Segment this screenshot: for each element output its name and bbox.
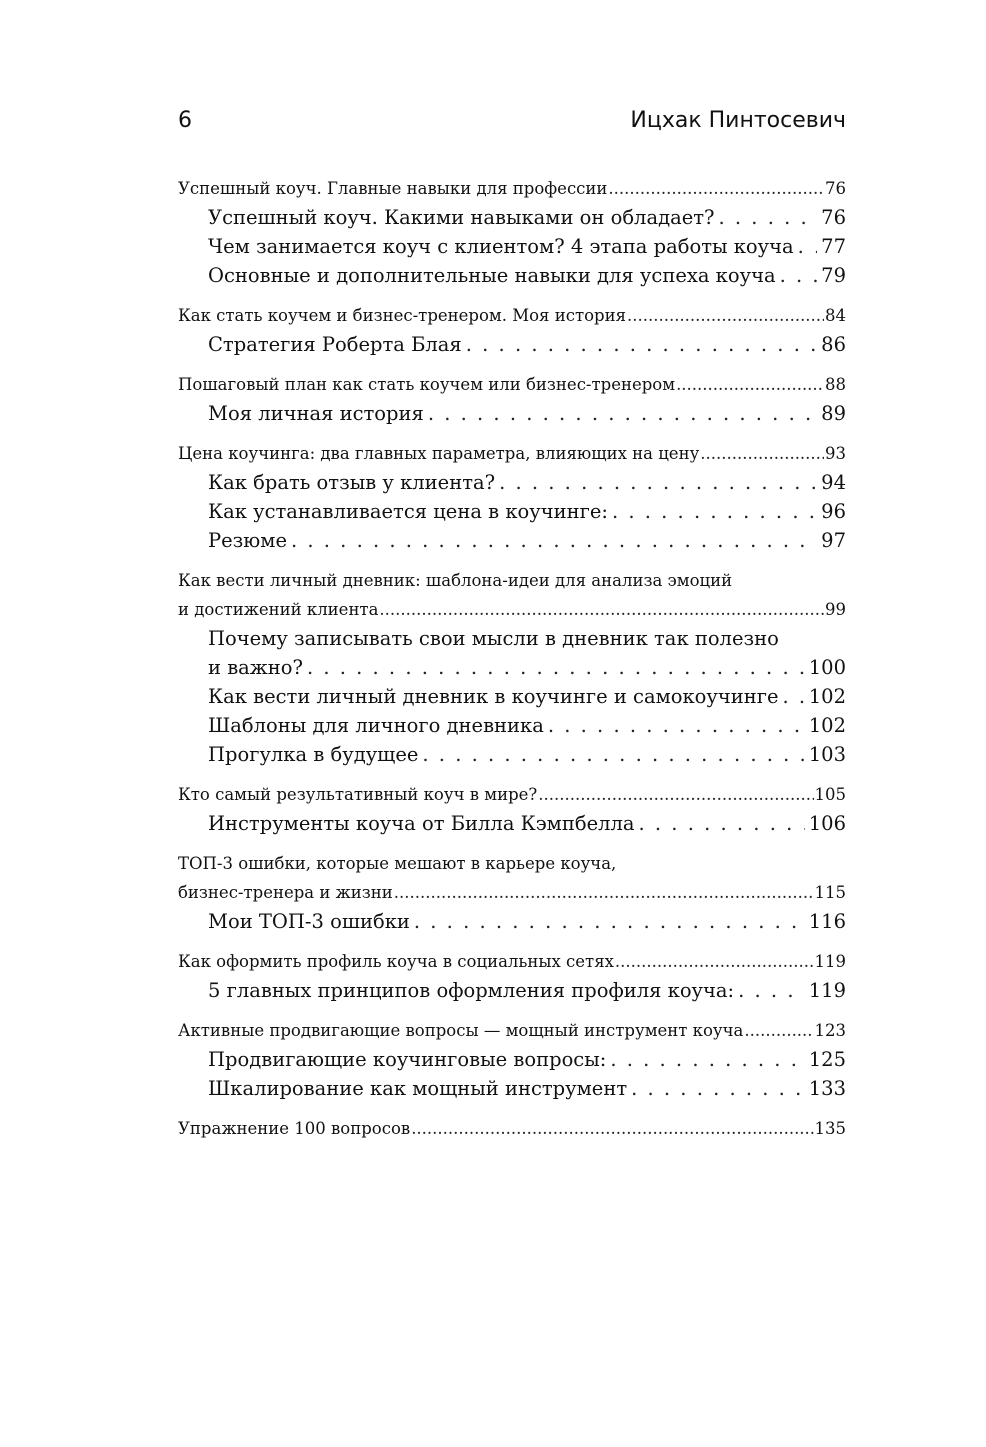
entry-page-number: 77 — [821, 235, 846, 258]
dot-leader — [466, 330, 817, 359]
entry-page-number: 79 — [821, 264, 846, 287]
toc-section — [178, 566, 846, 769]
dot-leader — [414, 907, 805, 936]
entry-page-number: 119 — [814, 952, 846, 971]
dot-leader — [700, 439, 824, 468]
entry-title: и важно? — [208, 656, 303, 679]
entry-page-number: 116 — [808, 910, 846, 933]
toc-chapter-entry — [178, 780, 846, 809]
toc-subsection-entry — [178, 232, 846, 261]
toc-subsection-entry — [178, 711, 846, 740]
dot-leader — [610, 1045, 804, 1074]
entry-title: Стратегия Роберта Блая — [208, 333, 462, 356]
toc-chapter-entry — [178, 1114, 846, 1143]
entry-title: Успешный коуч. Какими навыками он обладает? — [208, 206, 715, 229]
entry-page-number: 100 — [808, 656, 846, 679]
toc-subsection-entry — [178, 1045, 846, 1074]
toc-chapter-entry — [178, 301, 846, 330]
entry-title: Как стать коучем и бизнес-тренером. Моя история — [178, 306, 626, 325]
dot-leader — [411, 1114, 813, 1143]
dot-leader — [780, 261, 818, 290]
entry-page-number: 115 — [814, 883, 846, 902]
dot-leader — [719, 203, 818, 232]
dot-leader — [798, 232, 818, 261]
toc-subsection-entry — [178, 526, 846, 555]
toc-chapter-entry — [178, 878, 846, 907]
toc-subsection-entry — [178, 203, 846, 232]
entry-title: Упражнение 100 вопросов — [178, 1119, 411, 1138]
entry-title: Продвигающие коучинговые вопросы: — [208, 1048, 607, 1071]
entry-title: Как брать отзыв у клиента? — [208, 471, 496, 494]
toc-section — [178, 1114, 846, 1143]
toc-subsection-entry — [178, 740, 846, 769]
dot-leader — [379, 595, 824, 624]
entry-title: ТОП-3 ошибки, которые мешают в карьере коуча, — [178, 854, 617, 873]
toc-chapter-entry — [178, 174, 846, 203]
toc-subsection-entry — [178, 682, 846, 711]
dot-leader — [422, 740, 804, 769]
entry-title: Почему записывать свои мысли в дневник так полезно — [208, 627, 779, 650]
toc-subsection-entry — [178, 497, 846, 526]
toc-subsection-entry — [178, 261, 846, 290]
toc-chapter-entry — [178, 439, 846, 468]
toc-subsection-entry — [178, 907, 846, 936]
toc-section — [178, 439, 846, 555]
entry-title: Резюме — [208, 529, 287, 552]
entry-page-number: 106 — [808, 812, 846, 835]
dot-leader — [499, 468, 817, 497]
entry-title: Как устанавливается цена в коучинге: — [208, 500, 608, 523]
entry-title: Моя личная история — [208, 402, 424, 425]
toc-section — [178, 174, 846, 290]
entry-page-number: 125 — [808, 1048, 846, 1071]
toc-chapter-entry — [178, 595, 846, 624]
toc-section — [178, 370, 846, 428]
toc-subsection-entry — [178, 809, 846, 838]
entry-title: Успешный коуч. Главные навыки для профессии — [178, 179, 608, 198]
dot-leader — [783, 682, 805, 711]
dot-leader — [639, 809, 805, 838]
entry-page-number: 135 — [814, 1119, 846, 1138]
entry-title: и достижений клиента — [178, 600, 379, 619]
entry-title: Пошаговый план как стать коучем или бизнес-тренером — [178, 375, 676, 394]
entry-page-number: 94 — [821, 471, 846, 494]
dot-leader — [291, 526, 817, 555]
entry-title: Чем занимается коуч с клиентом? 4 этапа работы коуча — [208, 235, 794, 258]
toc-section — [178, 1016, 846, 1103]
running-head-author: Ицхак Пинтосевич — [630, 108, 846, 133]
entry-title: Как оформить профиль коуча в социальных сетях — [178, 952, 614, 971]
toc-subsection-entry — [178, 653, 846, 682]
entry-title: Активные продвигающие вопросы — мощный инструмент коуча — [178, 1021, 744, 1040]
dot-leader — [428, 399, 817, 428]
entry-title: 5 главных принципов оформления профиля коуча: — [208, 979, 735, 1002]
toc-subsection-entry-line — [178, 624, 846, 653]
toc-section — [178, 780, 846, 838]
entry-page-number: 88 — [825, 375, 846, 394]
toc-section — [178, 947, 846, 1005]
entry-page-number: 93 — [825, 444, 846, 463]
toc-subsection-entry — [178, 468, 846, 497]
toc-subsection-entry — [178, 330, 846, 359]
entry-page-number: 105 — [814, 785, 846, 804]
toc-subsection-entry — [178, 399, 846, 428]
entry-title: Прогулка в будущее — [208, 743, 419, 766]
entry-page-number: 76 — [821, 206, 846, 229]
entry-page-number: 86 — [821, 333, 846, 356]
dot-leader — [307, 653, 805, 682]
dot-leader — [608, 174, 824, 203]
entry-title: Инструменты коуча от Билла Кэмпбелла — [208, 812, 635, 835]
entry-title: Как вести личный дневник: шаблона-идеи для анализа эмоций — [178, 571, 733, 590]
entry-page-number: 76 — [825, 179, 846, 198]
entry-page-number: 103 — [808, 743, 846, 766]
toc-section — [178, 301, 846, 359]
entry-page-number: 96 — [821, 500, 846, 523]
entry-title: Шкалирование как мощный инструмент — [208, 1077, 628, 1100]
entry-title: Кто самый результативный коуч в мире? — [178, 785, 538, 804]
dot-leader — [612, 497, 817, 526]
entry-page-number: 123 — [814, 1021, 846, 1040]
toc-section — [178, 849, 846, 936]
entry-page-number: 97 — [821, 529, 846, 552]
table-of-contents — [178, 174, 846, 1154]
entry-page-number: 102 — [808, 714, 846, 737]
dot-leader — [615, 947, 814, 976]
dot-leader — [538, 780, 813, 809]
entry-title: Цена коучинга: два главных параметра, влияющих на цену — [178, 444, 700, 463]
entry-page-number: 89 — [821, 402, 846, 425]
toc-chapter-entry-line — [178, 849, 846, 878]
dot-leader — [631, 1074, 805, 1103]
page-number: 6 — [178, 108, 192, 133]
entry-page-number: 99 — [825, 600, 846, 619]
toc-chapter-entry-line — [178, 566, 846, 595]
dot-leader — [394, 878, 814, 907]
toc-chapter-entry — [178, 947, 846, 976]
toc-subsection-entry — [178, 976, 846, 1005]
dot-leader — [627, 301, 824, 330]
toc-subsection-entry — [178, 1074, 846, 1103]
entry-title: Шаблоны для личного дневника — [208, 714, 544, 737]
dot-leader — [676, 370, 824, 399]
entry-page-number: 84 — [825, 306, 846, 325]
dot-leader — [744, 1016, 813, 1045]
toc-chapter-entry — [178, 370, 846, 399]
page-header — [178, 108, 846, 142]
entry-title: Как вести личный дневник в коучинге и самокоучинге — [208, 685, 779, 708]
dot-leader — [548, 711, 805, 740]
entry-page-number: 133 — [808, 1077, 846, 1100]
toc-chapter-entry — [178, 1016, 846, 1045]
dot-leader — [738, 976, 805, 1005]
entry-page-number: 102 — [808, 685, 846, 708]
entry-title: бизнес-тренера и жизни — [178, 883, 393, 902]
entry-title: Мои ТОП-3 ошибки — [208, 910, 410, 933]
entry-title: Основные и дополнительные навыки для успеха коуча — [208, 264, 776, 287]
entry-page-number: 119 — [808, 979, 846, 1002]
